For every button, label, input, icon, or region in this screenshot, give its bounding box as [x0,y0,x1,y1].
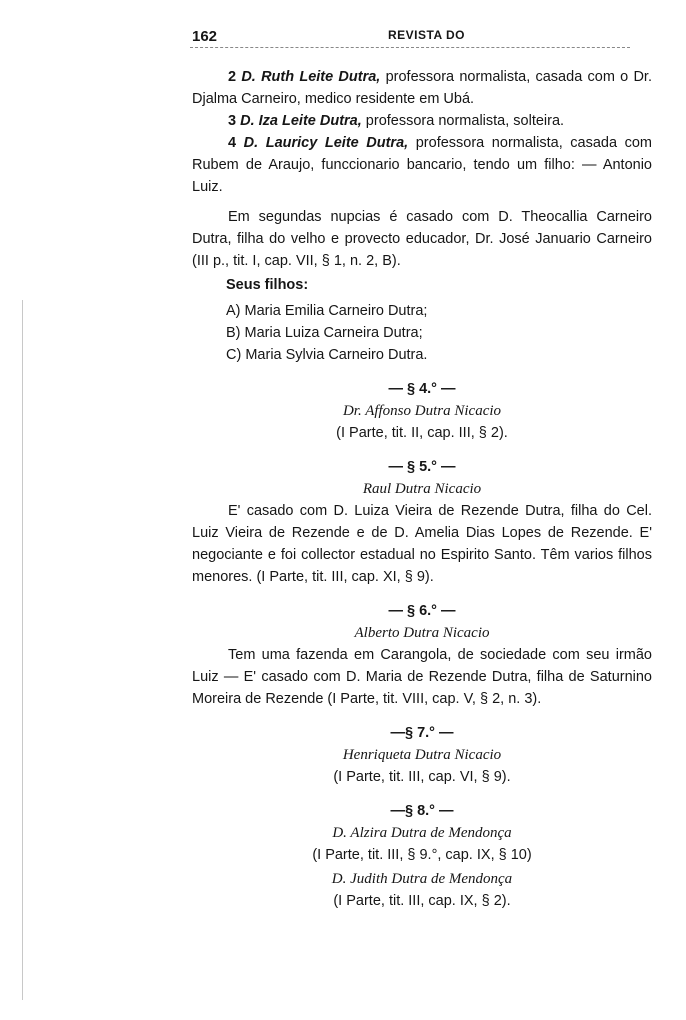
section-heading: —§ 7.° — [390,725,454,741]
section-7 [192,722,652,788]
list-letter: C) [226,347,242,363]
binding-margin-line [22,300,23,1000]
list-letter: A) [226,303,241,319]
section-8 [192,800,652,866]
item-text: professora normalista, casada com o Dr. Djalma Carneiro, medico residente em Ubá. [192,69,652,107]
item-number: 3 [228,113,237,129]
item-text: professora normalista, solteira. [361,113,565,129]
section-name: Raul Dutra Nicacio [362,481,482,497]
section-reference: (I Parte, tit. III, cap. VI, § 9). [333,769,511,785]
child-name: Maria Luiza Carneira Dutra; [244,325,423,341]
running-title: REVISTA DO [388,28,466,42]
header-rule [190,47,630,48]
list-letter: B) [226,325,241,341]
item-2 [192,66,652,110]
section-heading: — § 5.° — [388,459,456,475]
children-list [226,300,652,366]
list-item [226,344,652,366]
section-name: D. Judith Dutra de Mendonça [331,871,513,887]
list-item [226,322,652,344]
section-6 [192,600,652,710]
section-name: D. Alzira Dutra de Mendonça [332,825,512,841]
section-body: E' casado com D. Luiza Vieira de Rezende Dutra, filha do Cel. Luiz Vieira de Rezende e de D. Amelia Dias Lopes de Rezende. E' negociante e foi collector estadual no Espirito Santo. Têm varios filhos menores. (I Parte, tit. III, cap. XI, § 9). [192,503,652,585]
section-reference: (I Parte, tit. III, cap. IX, § 2). [333,893,511,909]
section-body: Tem uma fazenda em Carangola, de sociedade com seu irmão Luiz — E' casado com D. Maria de Rezende Dutra, filha de Saturnino Moreira de Rezende (I Parte, tit. VIII, cap. V, § 2, n. 3). [192,647,652,707]
item-text: professora normalista, casada com Rubem de Araujo, funccionario bancario, tendo um filho: — Antonio Luiz. [192,135,653,195]
spacer [192,198,652,206]
person-name: D. Iza Leite Dutra, [240,113,362,129]
section-heading: — § 6.° — [388,603,456,619]
section-reference: (I Parte, tit. II, cap. III, § 2). [336,425,508,441]
item-3 [192,110,652,132]
person-name: D. Ruth Leite Dutra, [241,69,381,85]
item-number: 4 [228,135,237,151]
list-item [226,300,652,322]
section-8-continued [192,868,652,912]
children-label: Seus filhos: [226,277,309,293]
section-name: Alberto Dutra Nicacio [354,625,490,641]
section-5 [192,456,652,588]
section-heading: —§ 8.° — [390,803,454,819]
child-name: Maria Emilia Carneiro Dutra; [244,303,428,319]
item-4 [192,132,652,198]
section-reference: (I Parte, tit. III, § 9.°, cap. IX, § 10) [312,847,532,863]
section-name: Dr. Affonso Dutra Nicacio [342,403,502,419]
person-name: D. Lauricy Leite Dutra, [243,135,409,151]
section-heading: — § 4.° — [388,381,456,397]
second-marriage-paragraph: Em segundas nupcias é casado com D. Theocallia Carneiro Dutra, filha do velho e provecto educador, Dr. José Januario Carneiro (III p., tit. I, cap. VII, § 1, n. 2, B). [192,209,652,269]
page-number: 162 [192,28,218,45]
page-body [192,66,652,912]
item-number: 2 [228,69,237,85]
section-name: Henriqueta Dutra Nicacio [342,747,502,763]
section-4 [192,378,652,444]
child-name: Maria Sylvia Carneiro Dutra. [245,347,428,363]
